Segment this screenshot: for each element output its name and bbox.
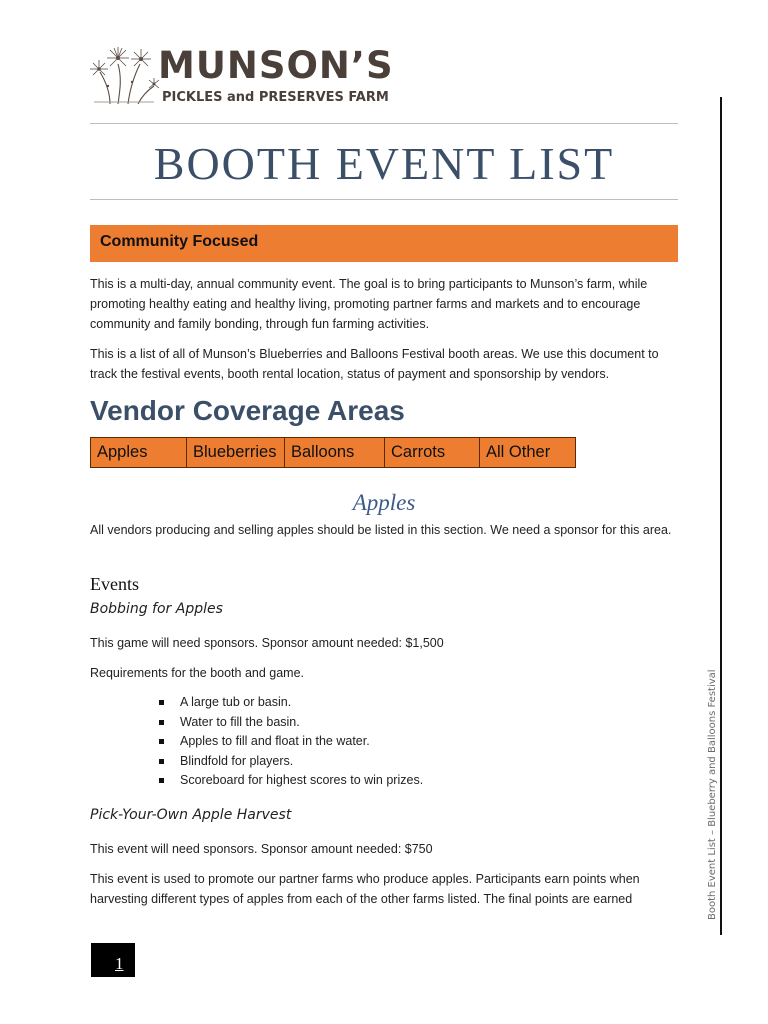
- vendor-coverage-table: [90, 437, 576, 468]
- page-number: 1: [115, 954, 124, 973]
- page-title: BOOTH EVENT LIST: [153, 138, 615, 189]
- coverage-cell-blueberries[interactable]: Blueberries: [187, 438, 285, 467]
- title-divider: [90, 199, 678, 200]
- coverage-cell-carrots[interactable]: Carrots: [385, 438, 480, 467]
- logo-subtitle: PICKLES and PRESERVES FARM: [162, 90, 389, 105]
- list-item: Scoreboard for highest scores to win prizes.: [158, 771, 423, 791]
- events-heading: Events: [90, 574, 139, 594]
- event-description-harvest: This event is used to promote our partner farms who produce apples. Participants earn points when harvesting different types of apples from each of the other farms listed. The final points are earned: [90, 872, 640, 906]
- side-rule: [720, 97, 722, 935]
- farm-logo: [88, 42, 418, 108]
- apples-description: All vendors producing and selling apples should be listed in this section. We need a sponsor for this area.: [90, 523, 672, 537]
- intro-paragraph-1: This is a multi-day, annual community event. The goal is to bring participants to Munson’s farm, while promoting healthy eating and healthy living, promoting partner farms and markets and to encourage community and family bonding, through fun farming activities.: [90, 277, 648, 331]
- requirements-list: [158, 693, 423, 791]
- coverage-cell-apples[interactable]: Apples: [91, 438, 187, 467]
- list-item: Blindfold for players.: [158, 752, 423, 772]
- banner-label: Community Focused: [100, 233, 259, 250]
- list-item: Apples to fill and float in the water.: [158, 732, 423, 752]
- coverage-cell-all-other[interactable]: All Other: [486, 443, 551, 461]
- community-focused-banner: [90, 225, 678, 262]
- apples-heading: Apples: [352, 490, 416, 515]
- top-divider: [90, 123, 678, 124]
- coverage-cell-balloons[interactable]: Balloons: [285, 438, 385, 467]
- event-title-harvest: Pick-Your-Own Apple Harvest: [90, 807, 292, 823]
- dandelion-logo-icon: [88, 42, 160, 108]
- list-item: Water to fill the basin.: [158, 713, 423, 733]
- sidebar-running-title: Booth Event List – Blueberry and Balloons Festival: [707, 669, 718, 920]
- event-sponsor-bobbing: This game will need sponsors. Sponsor amount needed: $1,500: [90, 636, 444, 650]
- intro-paragraph-2: This is a list of all of Munson’s Blueberries and Balloons Festival booth areas. We use this document to track the festival events, booth rental location, status of payment and sponsorship by vendors.: [90, 347, 659, 381]
- list-item: A large tub or basin.: [158, 693, 423, 713]
- requirements-intro: Requirements for the booth and game.: [90, 666, 305, 680]
- logo-name: MUNSON’S: [158, 44, 394, 87]
- page-number-box: [91, 943, 135, 977]
- vendor-coverage-heading: Vendor Coverage Areas: [90, 395, 405, 426]
- event-title-bobbing: Bobbing for Apples: [90, 601, 223, 617]
- event-sponsor-harvest: This event will need sponsors. Sponsor amount needed: $750: [90, 842, 433, 856]
